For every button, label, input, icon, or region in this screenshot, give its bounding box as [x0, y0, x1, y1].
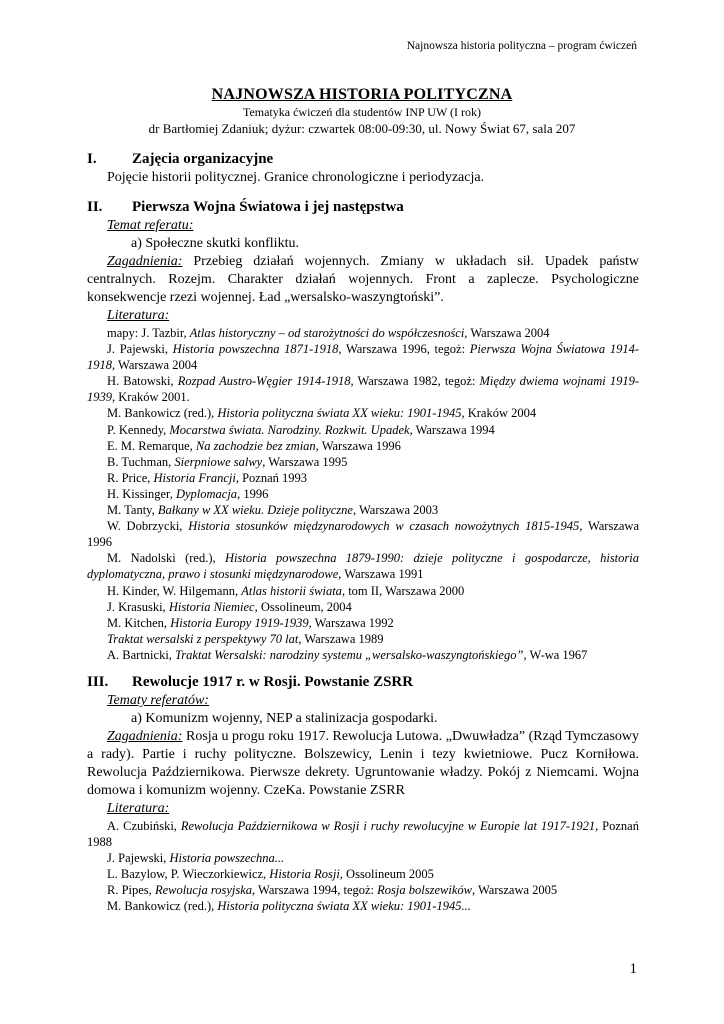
literature-text: A. Czubiński,	[107, 818, 181, 833]
literature-title: Historia Niemiec	[168, 599, 255, 614]
section-number: I.	[87, 151, 97, 167]
literature-text: , Warszawa 1994	[409, 422, 495, 437]
literature-title: Historia powszechna 1871-1918	[172, 342, 339, 357]
literature-text: , Warszawa 1996	[315, 438, 401, 453]
literature-text: , Warszawa 1994, tegoż:	[252, 883, 378, 898]
topic-item: a) Społeczne skutki konfliktu.	[131, 236, 299, 251]
literature-entry	[87, 502, 639, 518]
issues-paragraph: Zagadnienia: Rosja u progu roku 1917. Rewolucja Lutowa. „Dwuwładza” (Rząd Tymczasowy a rady). Partie i ruchy polityczne. Bolszewicy, Lenin i tezy kwietniowe. Pucz Korniłowa. Rewolucja Październikowa. Pierwsze dekrety. Ugruntowanie władzy. Pokój z Niemcami. Wojna domowa i komunizm wojenny. CzeKa. Powstanie ZSRR	[87, 728, 639, 798]
literature-entry	[87, 647, 639, 663]
section-number: III.	[87, 673, 109, 690]
literature-text: H. Kissinger,	[107, 486, 176, 501]
literature-text: , Warszawa 1996	[87, 519, 639, 550]
literature-text: W. Dobrzycki,	[107, 519, 189, 534]
literature-entry	[87, 438, 639, 454]
literature-entry	[87, 850, 639, 866]
title-block	[0, 86, 724, 137]
literature-entry	[87, 454, 639, 470]
section-heading	[87, 673, 639, 692]
literature-title: Pierwsza Wojna Światowa 1914-1918	[87, 342, 640, 373]
literature-label: Literatura:	[107, 800, 170, 816]
document-subtitle: Tematyka ćwiczeń dla studentów INP UW (I rok)	[242, 105, 482, 119]
literature-title: Atlas historii świata	[241, 583, 342, 598]
literature-entry	[87, 470, 639, 486]
literature-title: Mocarstwa świata. Narodziny. Rozkwit. Upadek	[169, 422, 410, 437]
literature-text: H. Batowski,	[107, 374, 178, 389]
literature-text: , Poznań 1993	[235, 470, 308, 485]
running-header: Najnowsza historia polityczna – program ćwiczeń	[406, 40, 637, 52]
literature-title: Traktat wersalski z perspektywy 70 lat	[107, 631, 299, 646]
literature-title: Rosja bolszewików	[377, 883, 472, 898]
literature-text: mapy: J. Tazbir,	[107, 326, 190, 340]
literature-entry	[87, 373, 639, 405]
literature-text: , Warszawa 1996, tegoż:	[338, 342, 470, 357]
topic-label: Temat referatu:	[107, 218, 194, 233]
literature-text: , Warszawa 2004	[464, 326, 550, 340]
literature-title: Dyplomacja	[175, 486, 238, 501]
literature-text: , 1996	[237, 486, 269, 501]
literature-entry	[87, 422, 639, 438]
literature-entry	[87, 325, 639, 341]
literature-title: Historia powszechna...	[169, 851, 285, 866]
literature-text: J. Pajewski,	[107, 342, 173, 357]
literature-text: , Warszawa 1982, tegoż:	[350, 374, 480, 389]
literature-text: R. Price,	[107, 470, 154, 485]
literature-text: , Warszawa 2004	[112, 358, 198, 373]
literature-entry	[87, 486, 639, 502]
literature-title: Historia polityczna świata XX wieku: 1901-1945	[217, 406, 462, 421]
literature-text: , W-wa 1967	[523, 647, 588, 662]
literature-text: A. Bartnicki,	[107, 647, 176, 662]
literature-entry	[87, 341, 639, 373]
literature-title: Rozpad Austro-Węgier 1914-1918	[177, 374, 351, 389]
literature-text: Ossolineum 2005	[342, 867, 434, 882]
literature-text: M. Tanty,	[107, 503, 158, 518]
literature-text: , Warszawa 1991	[338, 567, 424, 582]
literature-text: , Ossolineum, 2004	[254, 599, 352, 614]
literature-text: E. M. Remarque,	[107, 438, 196, 453]
literature-text: L. Bazylow, P. Wieczorkiewicz,	[107, 867, 270, 882]
section-text: Pojęcie historii politycznej. Granice chronologiczne i periodyzacja.	[107, 170, 485, 185]
page-number: 1	[629, 961, 637, 977]
literature-title: Historia Europy 1919-1939	[170, 615, 309, 630]
literature-entry	[87, 518, 639, 550]
literature-text: , Kraków 2001.	[112, 390, 190, 405]
literature-entry	[87, 550, 639, 582]
literature-title: Historia Rosji,	[269, 867, 343, 882]
literature-text: M. Bankowicz (red.),	[107, 899, 218, 914]
literature-entry	[87, 631, 639, 647]
literature-text: , Warszawa 1995	[262, 454, 348, 469]
literature-text: , Kraków 2004	[461, 406, 537, 421]
literature-text: J. Krasuski,	[107, 599, 169, 614]
document-title: NAJNOWSZA HISTORIA POLITYCZNA	[211, 86, 513, 103]
literature-text: , Warszawa 1989	[298, 631, 384, 646]
literature-title: Bałkany w XX wieku. Dzieje polityczne	[157, 503, 353, 518]
literature-text: M. Nadolski (red.),	[107, 551, 225, 566]
literature-text: M. Kitchen,	[107, 615, 171, 630]
literature-entry	[87, 583, 639, 599]
literature-list	[87, 325, 639, 663]
section-heading	[87, 150, 639, 169]
literature-title: Historia Francji	[153, 470, 236, 485]
section-title: Rewolucje 1917 r. w Rosji. Powstanie ZSRR	[132, 673, 414, 690]
literature-title: Rewolucja rosyjska	[154, 883, 253, 898]
literature-entry	[87, 898, 639, 914]
literature-text: R. Pipes,	[107, 883, 155, 898]
literature-entry	[87, 615, 639, 631]
literature-list	[87, 818, 639, 915]
literature-title: Historia powszechna 1879-1990: dzieje polityczne i gospodarcze, historia dyplomatyczna, prawo i stosunki międzynarodowe	[87, 551, 639, 582]
literature-entry	[87, 882, 639, 898]
literature-title: Traktat Wersalski: narodziny systemu „wersalsko-waszyngtońskiego”	[175, 647, 524, 662]
literature-text: , Warszawa 2003	[352, 503, 439, 518]
section-title: Zajęcia organizacyjne	[132, 151, 274, 167]
literature-label: Literatura:	[107, 308, 170, 323]
literature-title: Sierpniowe salwy	[174, 454, 263, 469]
literature-title: Historia stosunków międzynarodowych w czasach nowożytnych 1815-1945	[188, 519, 580, 534]
section-heading	[87, 198, 639, 217]
literature-text: H. Kinder, W. Hilgemann,	[107, 583, 242, 598]
literature-text: , tom II, Warszawa 2000	[341, 583, 465, 598]
literature-entry	[87, 818, 639, 850]
literature-entry	[87, 866, 639, 882]
literature-text: , Warszawa 2005	[471, 883, 558, 898]
literature-title: Atlas historyczny – od starożytności do współczesności	[189, 326, 465, 340]
section-title: Pierwsza Wojna Światowa i jej następstwa	[132, 199, 404, 215]
document-body	[87, 150, 639, 915]
literature-text: M. Bankowicz (red.),	[107, 406, 218, 421]
topic-item: a) Komunizm wojenny, NEP a stalinizacja gospodarki.	[131, 710, 438, 726]
literature-title: Historia polityczna świata XX wieku: 1901-1945...	[217, 899, 471, 914]
literature-title: Na zachodzie bez zmian	[195, 438, 316, 453]
literature-text: J. Pajewski,	[107, 851, 170, 866]
issues-paragraph: Zagadnienia: Przebieg działań wojennych. Zmiany w układach sił. Upadek państw centralnych. Rozejm. Charakter działań wojennych. Front a zaplecze. Psychologiczne konsekwencje rzezi wojennej. Ład „wersalsko-waszyngtoński”.	[87, 254, 639, 305]
author-line: dr Bartłomiej Zdaniuk; dyżur: czwartek 08:00-09:30, ul. Nowy Świat 67, sala 207	[148, 121, 576, 136]
literature-title: Rewolucja Październikowa w Rosji i ruchy rewolucyjne w Europie lat 1917-1921,	[180, 818, 599, 833]
topic-label: Tematy referatów:	[107, 692, 210, 708]
literature-text: , Warszawa 1992	[308, 615, 394, 630]
literature-text: B. Tuchman,	[107, 454, 175, 469]
literature-entry	[87, 405, 639, 421]
literature-text: Poznań 1988	[87, 818, 639, 850]
section-number: II.	[87, 199, 103, 215]
literature-title: Między dwiema wojnami 1919-1939	[87, 374, 639, 405]
literature-text: P. Kennedy,	[107, 422, 170, 437]
literature-entry	[87, 599, 639, 615]
